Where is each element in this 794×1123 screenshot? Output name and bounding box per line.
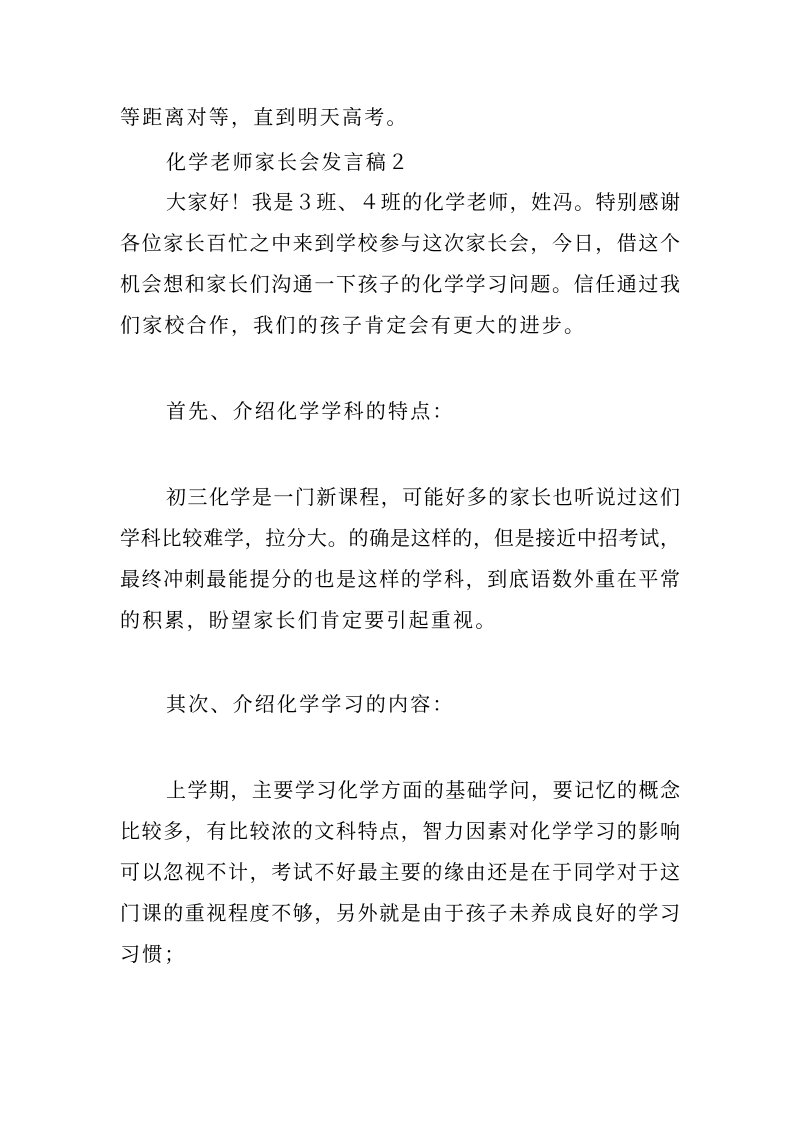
heading-learning-content: 其次、介绍化学学习的内容： bbox=[166, 692, 455, 716]
paragraph-features-line-4: 的积累，盼望家长们肯定要引起重视。 bbox=[120, 608, 498, 632]
paragraph-greeting-line-4: 们家校合作，我们的孩子肯定会有更大的进步。 bbox=[120, 313, 587, 337]
paragraph-content-line-2: 比较多，有比较浓的文科特点，智力因素对化学学习的影响 bbox=[120, 819, 680, 843]
paragraph-features-line-2: 学科比较难学，拉分大。的确是这样的，但是接近中招考试， bbox=[120, 526, 680, 550]
paragraph-greeting-line-2: 各位家长百忙之中来到学校参与这次家长会，今日，借这个 bbox=[120, 231, 680, 255]
paragraph-greeting-line-1: 大家好！我是３班、４班的化学老师，姓冯。特别感谢 bbox=[166, 190, 680, 214]
paragraph-content-line-4: 门课的重视程度不够，另外就是由于孩子未养成良好的学习 bbox=[120, 901, 680, 925]
paragraph-content-line-5: 习惯； bbox=[120, 942, 187, 966]
section-title: 化学老师家长会发言稿２ bbox=[166, 150, 411, 174]
paragraph-features-line-3: 最终冲刺最能提分的也是这样的学科，到底语数外重在平常 bbox=[120, 567, 680, 591]
text-line-closing: 等距离对等，直到明天高考。 bbox=[120, 105, 409, 129]
paragraph-content-line-1: 上学期，主要学习化学方面的基础学问，要记忆的概念 bbox=[166, 778, 680, 802]
paragraph-greeting-line-3: 机会想和家长们沟通一下孩子的化学学习问题。信任通过我 bbox=[120, 272, 680, 296]
paragraph-features-line-1: 初三化学是一门新课程，可能好多的家长也听说过这们 bbox=[166, 485, 680, 509]
paragraph-content-line-3: 可以忽视不计，考试不好最主要的缘由还是在于同学对于这 bbox=[120, 860, 680, 884]
heading-subject-features: 首先、介绍化学学科的特点： bbox=[166, 399, 455, 423]
